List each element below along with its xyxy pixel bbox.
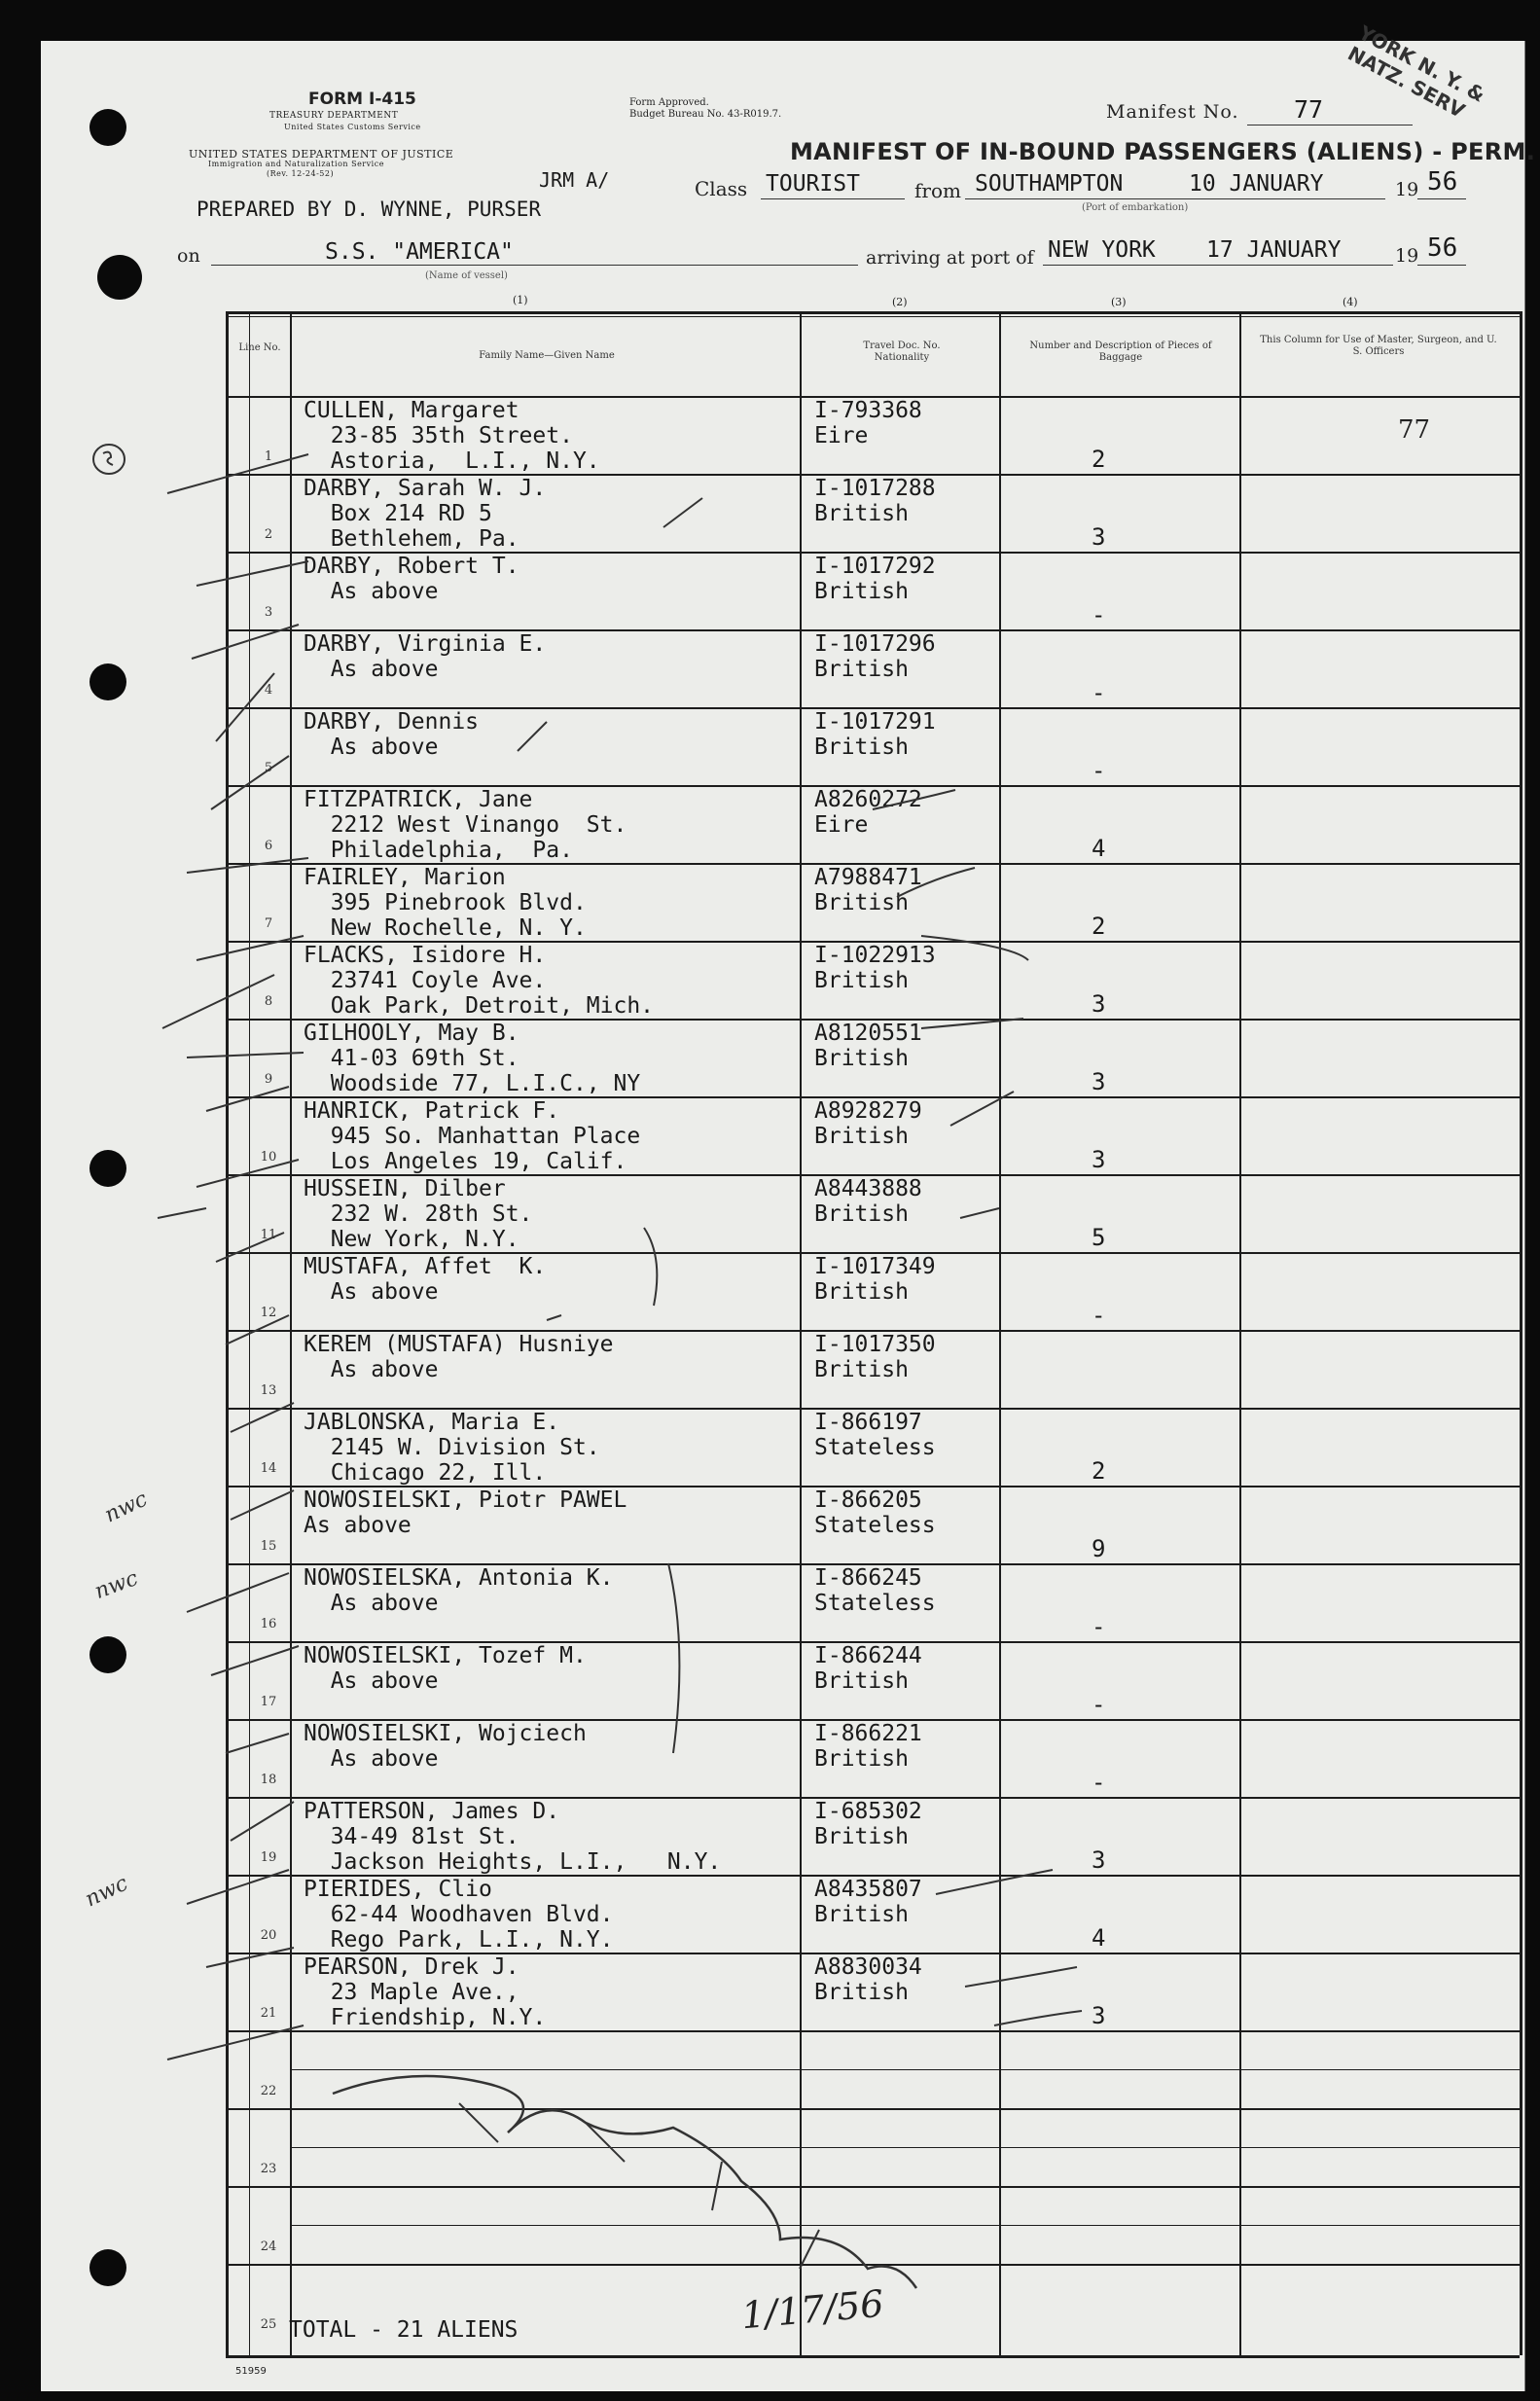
line-number: 17 <box>260 1695 277 1709</box>
passenger-address: As above <box>304 579 439 604</box>
passenger-name: FLACKS, Isidore H. <box>304 943 547 968</box>
embark-date: 10 JANUARY <box>1189 171 1324 197</box>
line-number: 12 <box>260 1306 277 1320</box>
nationality: British <box>814 1902 909 1927</box>
passenger-address: Oak Park, Detroit, Mich. <box>304 993 655 1019</box>
passenger-name: DARBY, Dennis <box>304 709 480 735</box>
manifest-page <box>41 20 1536 2391</box>
passenger-address: 23741 Coyle Ave. <box>304 968 547 993</box>
nationality: Stateless <box>814 1591 936 1616</box>
line-number: 20 <box>260 1928 277 1943</box>
passenger-name: NOWOSIELSKI, Piotr PAWEL <box>304 1487 627 1513</box>
vessel-name: S.S. "AMERICA" <box>325 239 514 265</box>
baggage-count: 3 <box>1092 1068 1106 1095</box>
form-approved: Form Approved. <box>629 97 709 108</box>
nationality: British <box>814 1668 909 1694</box>
passenger-address: Los Angeles 19, Calif. <box>304 1149 627 1174</box>
passenger-name: GILHOOLY, May B. <box>304 1021 519 1046</box>
passenger-address: 23-85 35th Street. <box>304 423 573 448</box>
on-label: on <box>177 245 200 267</box>
travel-doc-no: I-866221 <box>814 1721 922 1746</box>
passenger-address: New York, N.Y. <box>304 1227 519 1252</box>
line-number: 1 <box>264 449 273 464</box>
doj-line: UNITED STATES DEPARTMENT OF JUSTICE <box>189 148 454 161</box>
passenger-address: Philadelphia, Pa. <box>304 838 573 863</box>
passenger-name: NOWOSIELSKI, Tozef M. <box>304 1643 587 1668</box>
from-label: from <box>914 179 961 202</box>
baggage-count: 2 <box>1092 446 1106 473</box>
baggage-count: - <box>1092 1769 1106 1796</box>
travel-doc-no: A8830034 <box>814 1954 922 1980</box>
class-label: Class <box>695 177 748 200</box>
line-number: 25 <box>260 2317 277 2332</box>
passenger-name: CULLEN, Margaret <box>304 398 519 423</box>
line-number: 10 <box>260 1150 277 1165</box>
form-number: FORM I-415 <box>308 90 416 109</box>
nationality: British <box>814 501 909 526</box>
margin-note: nwc <box>100 1487 152 1528</box>
passenger-address: 232 W. 28th St. <box>304 1201 533 1227</box>
baggage-count: 3 <box>1092 990 1106 1018</box>
passenger-name: PIERIDES, Clio <box>304 1877 492 1902</box>
col-num-2: (2) <box>892 296 908 308</box>
baggage-count: 2 <box>1092 1457 1106 1485</box>
baggage-count: - <box>1092 1613 1106 1640</box>
passenger-name: PEARSON, Drek J. <box>304 1954 519 1980</box>
arriving-label: arriving at port of <box>866 247 1034 269</box>
manifest-no: 77 <box>1294 95 1324 124</box>
nationality: Eire <box>814 423 869 448</box>
treasury-dept: TREASURY DEPARTMENT <box>269 111 399 121</box>
pen-marks <box>41 41 1524 2391</box>
col-head-baggage: Number and Description of Pieces of Baggage <box>1029 340 1212 363</box>
line-number: 16 <box>260 1617 277 1631</box>
line-number: 6 <box>264 839 273 853</box>
line-number: 23 <box>260 2162 277 2176</box>
travel-doc-no: I-866244 <box>814 1643 922 1668</box>
nationality: Stateless <box>814 1513 936 1538</box>
passenger-address: As above <box>304 657 439 682</box>
ins-line: Immigration and Naturalization Service <box>208 160 384 168</box>
class-value: TOURIST <box>766 171 860 197</box>
passenger-address: As above <box>304 1668 439 1694</box>
passenger-address: As above <box>304 1591 439 1616</box>
passenger-name: HANRICK, Patrick F. <box>304 1098 560 1124</box>
line-number: 7 <box>264 916 273 931</box>
passenger-address: As above <box>304 1357 439 1382</box>
nationality: British <box>814 890 909 915</box>
travel-doc-no: I-1017291 <box>814 709 936 735</box>
line-number: 2 <box>264 527 273 542</box>
arrival-date: 17 JANUARY <box>1206 237 1342 263</box>
nationality: British <box>814 1824 909 1849</box>
passenger-address: Jackson Heights, L.I., N.Y. <box>304 1849 722 1875</box>
passenger-address: Astoria, L.I., N.Y. <box>304 448 600 474</box>
travel-doc-no: I-1017349 <box>814 1254 936 1279</box>
passenger-address: Box 214 RD 5 <box>304 501 492 526</box>
baggage-count: 9 <box>1092 1535 1106 1562</box>
travel-doc-no: I-793368 <box>814 398 922 423</box>
handwritten-date: 1/17/56 <box>739 2281 886 2338</box>
embark-port: SOUTHAMPTON <box>975 171 1124 197</box>
line-number: 3 <box>264 605 273 620</box>
passenger-name: HUSSEIN, Dilber <box>304 1176 506 1201</box>
stamp-mark: YORK N. Y. & NATZ. SERV <box>1343 20 1489 123</box>
passenger-address: Bethlehem, Pa. <box>304 526 519 552</box>
col-num-3: (3) <box>1111 296 1127 308</box>
nationality: British <box>814 1279 909 1305</box>
margin-note: nwc <box>81 1871 132 1913</box>
arrival-year: 56 <box>1427 233 1458 263</box>
passenger-name: DARBY, Robert T. <box>304 554 519 579</box>
travel-doc-no: I-1017350 <box>814 1332 936 1357</box>
embark-year: 56 <box>1427 167 1458 197</box>
baggage-count: 2 <box>1092 913 1106 940</box>
line-number: 24 <box>260 2240 277 2254</box>
customs-service: United States Customs Service <box>284 123 421 131</box>
passenger-address: As above <box>304 1513 412 1538</box>
vessel-caption: (Name of vessel) <box>425 270 508 281</box>
baggage-count: 4 <box>1092 835 1106 862</box>
travel-doc-no: A8120551 <box>814 1021 922 1046</box>
col-head-doc: Travel Doc. No. Nationality <box>863 340 941 363</box>
line-number: 21 <box>260 2006 277 2021</box>
baggage-count: - <box>1092 679 1106 706</box>
passenger-address: 395 Pinebrook Blvd. <box>304 890 587 915</box>
passenger-address: 945 So. Manhattan Place <box>304 1124 641 1149</box>
prepared-by: PREPARED BY D. WYNNE, PURSER <box>197 197 542 221</box>
purser-signature <box>333 2076 916 2288</box>
nationality: British <box>814 657 909 682</box>
line-number: 19 <box>260 1850 277 1865</box>
passenger-address: As above <box>304 735 439 760</box>
travel-doc-no: A8928279 <box>814 1098 922 1124</box>
passenger-address: 41-03 69th St. <box>304 1046 519 1071</box>
nationality: Eire <box>814 812 869 838</box>
baggage-count: - <box>1092 1302 1106 1329</box>
passenger-name: NOWOSIELSKA, Antonia K. <box>304 1565 614 1591</box>
nationality: British <box>814 1201 909 1227</box>
total-aliens: TOTAL - 21 ALIENS <box>289 2317 519 2343</box>
col-head-officers: This Column for Use of Master, Surgeon, and U. S. Officers <box>1260 335 1497 357</box>
passenger-name: KEREM (MUSTAFA) Husniye <box>304 1332 614 1357</box>
line-number: 18 <box>260 1773 277 1787</box>
travel-doc-no: I-1017288 <box>814 476 936 501</box>
baggage-count: 3 <box>1092 523 1106 551</box>
passenger-name: FAIRLEY, Marion <box>304 865 506 890</box>
baggage-count: 3 <box>1092 1146 1106 1173</box>
line-number: 14 <box>260 1461 277 1476</box>
line-number: 5 <box>264 761 273 775</box>
nationality: British <box>814 1980 909 2005</box>
manifest-title: MANIFEST OF IN-BOUND PASSENGERS (ALIENS) - PERM. <box>790 138 1536 165</box>
nationality: Stateless <box>814 1435 936 1460</box>
nationality: British <box>814 579 909 604</box>
travel-doc-no: A8435807 <box>814 1877 922 1902</box>
passenger-address: 23 Maple Ave., <box>304 1980 519 2005</box>
travel-doc-no: I-866245 <box>814 1565 922 1591</box>
travel-doc-no: I-1017296 <box>814 631 936 657</box>
travel-doc-no: A7988471 <box>814 865 922 890</box>
nationality: British <box>814 1357 909 1382</box>
passenger-address: Woodside 77, L.I.C., NY <box>304 1071 641 1096</box>
passenger-address: As above <box>304 1746 439 1772</box>
year-prefix: 19 <box>1395 179 1419 200</box>
passenger-name: JABLONSKA, Maria E. <box>304 1410 560 1435</box>
travel-doc-no: A8443888 <box>814 1176 922 1201</box>
travel-doc-no: A8260272 <box>814 787 922 812</box>
travel-doc-no: I-1017292 <box>814 554 936 579</box>
form-code: 51959 <box>235 2366 267 2377</box>
travel-doc-no: I-1022913 <box>814 943 936 968</box>
baggage-count: 3 <box>1092 2002 1106 2029</box>
line-number: 9 <box>264 1072 273 1087</box>
port-caption: (Port of embarkation) <box>1082 202 1189 213</box>
col-head-name: Family Name—Given Name <box>479 350 615 361</box>
baggage-count: - <box>1092 1691 1106 1718</box>
baggage-count: - <box>1092 757 1106 784</box>
budget-bureau: Budget Bureau No. 43-R019.7. <box>629 109 782 120</box>
passenger-name: DARBY, Sarah W. J. <box>304 476 547 501</box>
passenger-address: 2145 W. Division St. <box>304 1435 600 1460</box>
passenger-address: Chicago 22, Ill. <box>304 1460 547 1486</box>
nationality: British <box>814 735 909 760</box>
travel-doc-no: I-685302 <box>814 1799 922 1824</box>
line-number: 13 <box>260 1383 277 1398</box>
manifest-no-label: Manifest No. <box>1106 101 1239 123</box>
line-number: 8 <box>264 994 273 1009</box>
passenger-name: MUSTAFA, Affet K. <box>304 1254 547 1279</box>
col-num-4: (4) <box>1343 296 1358 308</box>
col-head-line: Line No. <box>238 342 281 353</box>
margin-note: nwc <box>91 1566 142 1604</box>
travel-doc-no: I-866205 <box>814 1487 922 1513</box>
passenger-address: 62-44 Woodhaven Blvd. <box>304 1902 614 1927</box>
passenger-address: 2212 West Vinango St. <box>304 812 627 838</box>
baggage-count: - <box>1092 601 1106 628</box>
baggage-count: 5 <box>1092 1224 1106 1251</box>
line-number: 15 <box>260 1539 277 1554</box>
nationality: British <box>814 1746 909 1772</box>
col-num-1: (1) <box>513 294 528 306</box>
passenger-name: FITZPATRICK, Jane <box>304 787 533 812</box>
initials: JRM A/ <box>539 168 610 192</box>
passenger-address: 34-49 81st St. <box>304 1824 519 1849</box>
nationality: British <box>814 968 909 993</box>
passenger-name: DARBY, Virginia E. <box>304 631 547 657</box>
passenger-address: As above <box>304 1279 439 1305</box>
line-number: 11 <box>260 1228 277 1242</box>
passenger-address: Friendship, N.Y. <box>304 2005 547 2030</box>
officer-note: 77 <box>1398 415 1431 445</box>
nationality: British <box>814 1046 909 1071</box>
revision-date: (Rev. 12-24-52) <box>267 169 335 178</box>
travel-doc-no: I-866197 <box>814 1410 922 1435</box>
line-number: 22 <box>260 2084 277 2098</box>
baggage-count: 4 <box>1092 1924 1106 1952</box>
passenger-address: Rego Park, L.I., N.Y. <box>304 1927 614 1953</box>
passenger-name: NOWOSIELSKI, Wojciech <box>304 1721 587 1746</box>
nationality: British <box>814 1124 909 1149</box>
line-number: 4 <box>264 683 273 698</box>
passenger-address: New Rochelle, N. Y. <box>304 915 587 941</box>
passenger-name: PATTERSON, James D. <box>304 1799 560 1824</box>
baggage-count: 3 <box>1092 1846 1106 1874</box>
arrival-year-prefix: 19 <box>1395 245 1419 267</box>
arrival-port: NEW YORK <box>1048 237 1156 263</box>
